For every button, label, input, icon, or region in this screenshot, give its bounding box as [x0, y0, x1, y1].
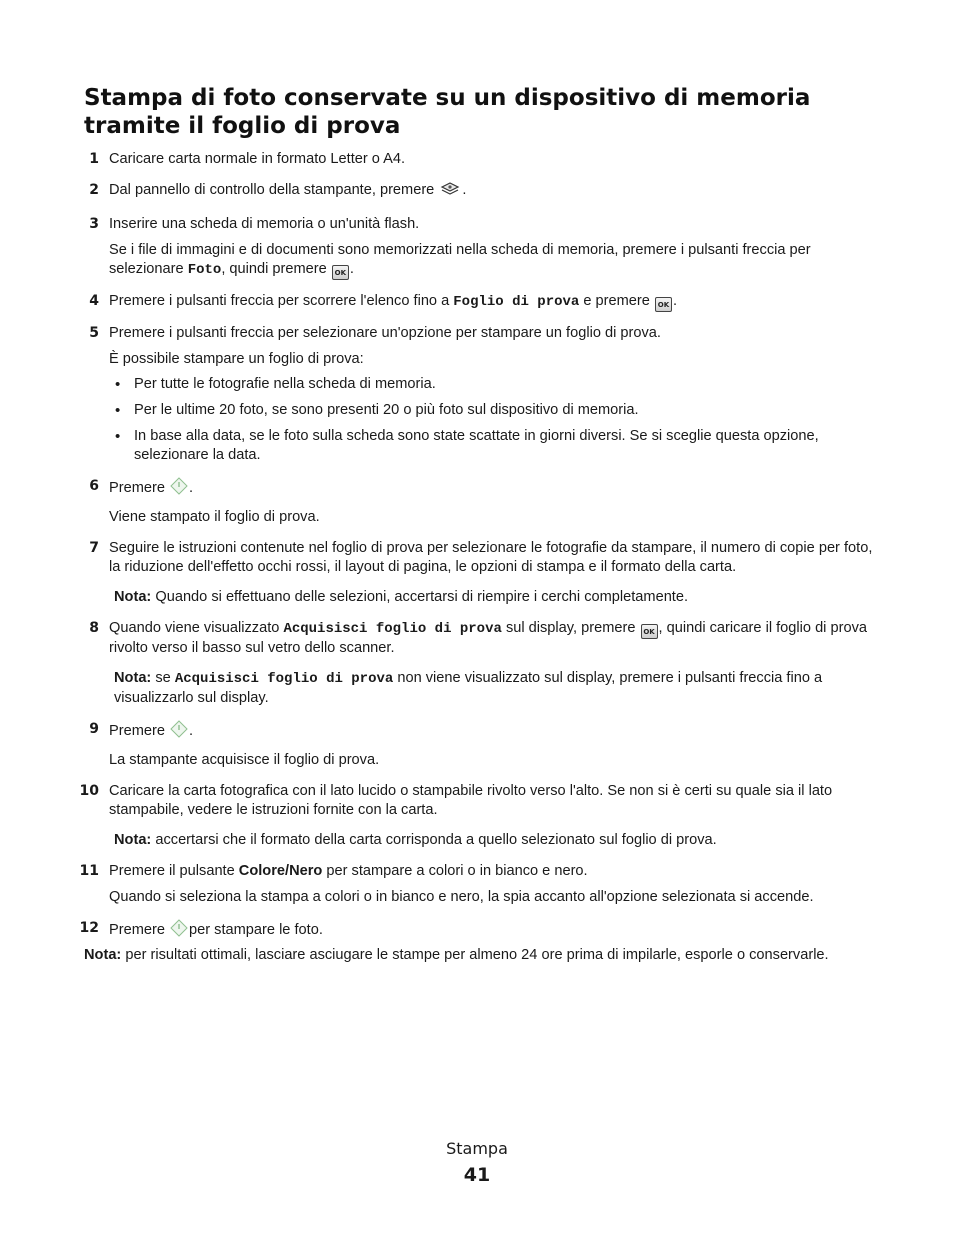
step-number: 7 [89, 540, 99, 556]
display-message: Acquisisci foglio di prova [174, 671, 394, 687]
list-item: • Per le ultime 20 foto, se sono presenti 20 o più foto sul dispositivo di memoria. [109, 401, 874, 420]
step-text-before: Premere [109, 922, 165, 938]
note [114, 669, 874, 708]
step-text-middle: e premere [583, 293, 650, 309]
step-text [109, 919, 874, 943]
step-text-after: per stampare le foto. [189, 922, 323, 938]
sub-text-before: Se i file di immagini e di documenti sono memorizzati nella scheda di memoria, premere i pulsanti freccia per selezionare [109, 242, 811, 277]
button-name-colore-nero: Colore/Nero [238, 863, 323, 879]
start-diamond-icon [170, 720, 188, 744]
step-text: Caricare carta normale in formato Letter o A4. [109, 151, 406, 167]
start-diamond-icon [170, 477, 188, 501]
step-8 [0, 619, 954, 708]
step-6 [0, 477, 954, 527]
step-text [109, 181, 874, 203]
note-text-before: se [155, 670, 171, 686]
step-subtext [109, 241, 874, 280]
step-number: 8 [89, 620, 99, 636]
step-text-before: Quando viene visualizzato [109, 620, 280, 636]
step-text-before: Premere il pulsante [109, 863, 235, 879]
step-5 [0, 324, 954, 465]
step-text: Seguire le istruzioni contenute nel foglio di prova per selezionare le fotografie da stampare, il numero di copie per foto, la riduzione dell'effetto occhi rossi, il layout di pagina, le opzioni di stampa e il formato della carta. [109, 540, 873, 575]
step-text: Premere i pulsanti freccia per selezionare un'opzione per stampare un foglio di prova. [109, 325, 661, 341]
step-1 [0, 150, 954, 169]
step-number: 2 [89, 182, 99, 198]
step-text-middle: sul display, premere [505, 620, 636, 636]
step-text [109, 292, 874, 312]
ok-button-icon: OK [655, 297, 672, 312]
step-subtext: Quando si seleziona la stampa a colori o in bianco e nero, la spia accanto all'opzione selezionata si accende. [109, 889, 814, 905]
step-number: 6 [89, 478, 99, 494]
note-label: Nota: [114, 670, 152, 686]
note [114, 588, 874, 607]
ok-button-icon: OK [641, 624, 658, 639]
step-text: Inserire una scheda di memoria o un'unità flash. [109, 216, 420, 232]
sub-text-middle: , quindi premere [221, 261, 327, 277]
page-title: Stampa di foto conservate su un dispositivo di memoria tramite il foglio di prova [84, 85, 811, 139]
note-label: Nota: [84, 947, 122, 963]
bullet-list [109, 375, 874, 465]
step-text-before: Premere [109, 480, 165, 496]
sub-text-after: . [349, 261, 354, 277]
step-text-after: per stampare a colori o in bianco e nero. [326, 863, 588, 879]
step-text-before: Premere i pulsanti freccia per scorrere l'elenco fino a [109, 293, 450, 309]
step-text: Caricare la carta fotografica con il lato lucido o stampabile rivolto verso l'alto. Se non si è certi su quale sia il lato stampabile, vedere le istruzioni fornite con la carta. [109, 783, 833, 818]
note-text: per risultati ottimali, lasciare asciugare le stampe per almeno 24 ore prima di impilarle, esporle o conservarle. [125, 947, 829, 963]
step-number: 5 [89, 325, 99, 341]
step-subtext: Viene stampato il foglio di prova. [109, 509, 320, 525]
step-number: 3 [89, 216, 99, 232]
step-text [109, 720, 874, 744]
note-text: accertarsi che il formato della carta corrisponda a quello selezionato sul foglio di prova. [155, 832, 717, 848]
page-number: 41 [463, 1164, 491, 1186]
step-12 [0, 919, 954, 943]
note-text: Quando si effettuano delle selezioni, accertarsi di riempire i cerchi completamente. [155, 589, 689, 605]
step-number: 1 [89, 151, 99, 167]
note-label: Nota: [114, 589, 152, 605]
step-number: 11 [79, 863, 99, 879]
list-item: • In base alla data, se le foto sulla scheda sono state scattate in giorni diversi. Se si sceglie questa opzione, selezionare la data. [109, 427, 874, 465]
note-text-after: non viene visualizzato sul display, premere i pulsanti freccia fino a visualizzarlo sul display. [114, 670, 823, 706]
step-3 [0, 215, 954, 280]
step-text [109, 862, 874, 881]
steps-list [0, 150, 954, 955]
step-text [109, 619, 874, 658]
step-text-before: Dal pannello di controllo della stampante, premere [109, 182, 435, 198]
menu-option-foglio-di-prova: Foglio di prova [453, 294, 580, 310]
step-text-before: Premere [109, 723, 165, 739]
ok-button-icon: OK [332, 265, 349, 280]
step-number: 4 [89, 293, 99, 309]
step-11 [0, 862, 954, 907]
note [114, 831, 874, 850]
step-number: 9 [89, 721, 99, 737]
step-10 [0, 782, 954, 850]
step-7 [0, 539, 954, 607]
step-text-after: , quindi caricare il foglio di prova rivolto verso il basso sul vetro dello scanner. [109, 620, 867, 656]
photo-card-icon [439, 181, 461, 203]
list-item: • Per tutte le fotografie nella scheda di memoria. [109, 375, 874, 394]
step-text-after: . [672, 293, 678, 309]
step-2 [0, 181, 954, 203]
note-label: Nota: [114, 832, 152, 848]
step-4 [0, 292, 954, 312]
menu-option-foto: Foto [187, 262, 222, 278]
step-text [109, 477, 874, 501]
display-message: Acquisisci foglio di prova [283, 621, 502, 637]
step-9 [0, 720, 954, 770]
step-number: 12 [79, 920, 99, 936]
step-text-after: . [189, 480, 194, 496]
step-subtext: La stampante acquisisce il foglio di prova. [109, 752, 380, 768]
footer-section-label: Stampa [446, 1139, 508, 1158]
step-text-after: . [189, 723, 194, 739]
step-subtext: È possibile stampare un foglio di prova: [109, 351, 364, 367]
step-text-after: . [462, 182, 467, 198]
step-number: 10 [79, 783, 99, 799]
final-note [84, 946, 884, 965]
start-diamond-icon [170, 919, 188, 943]
